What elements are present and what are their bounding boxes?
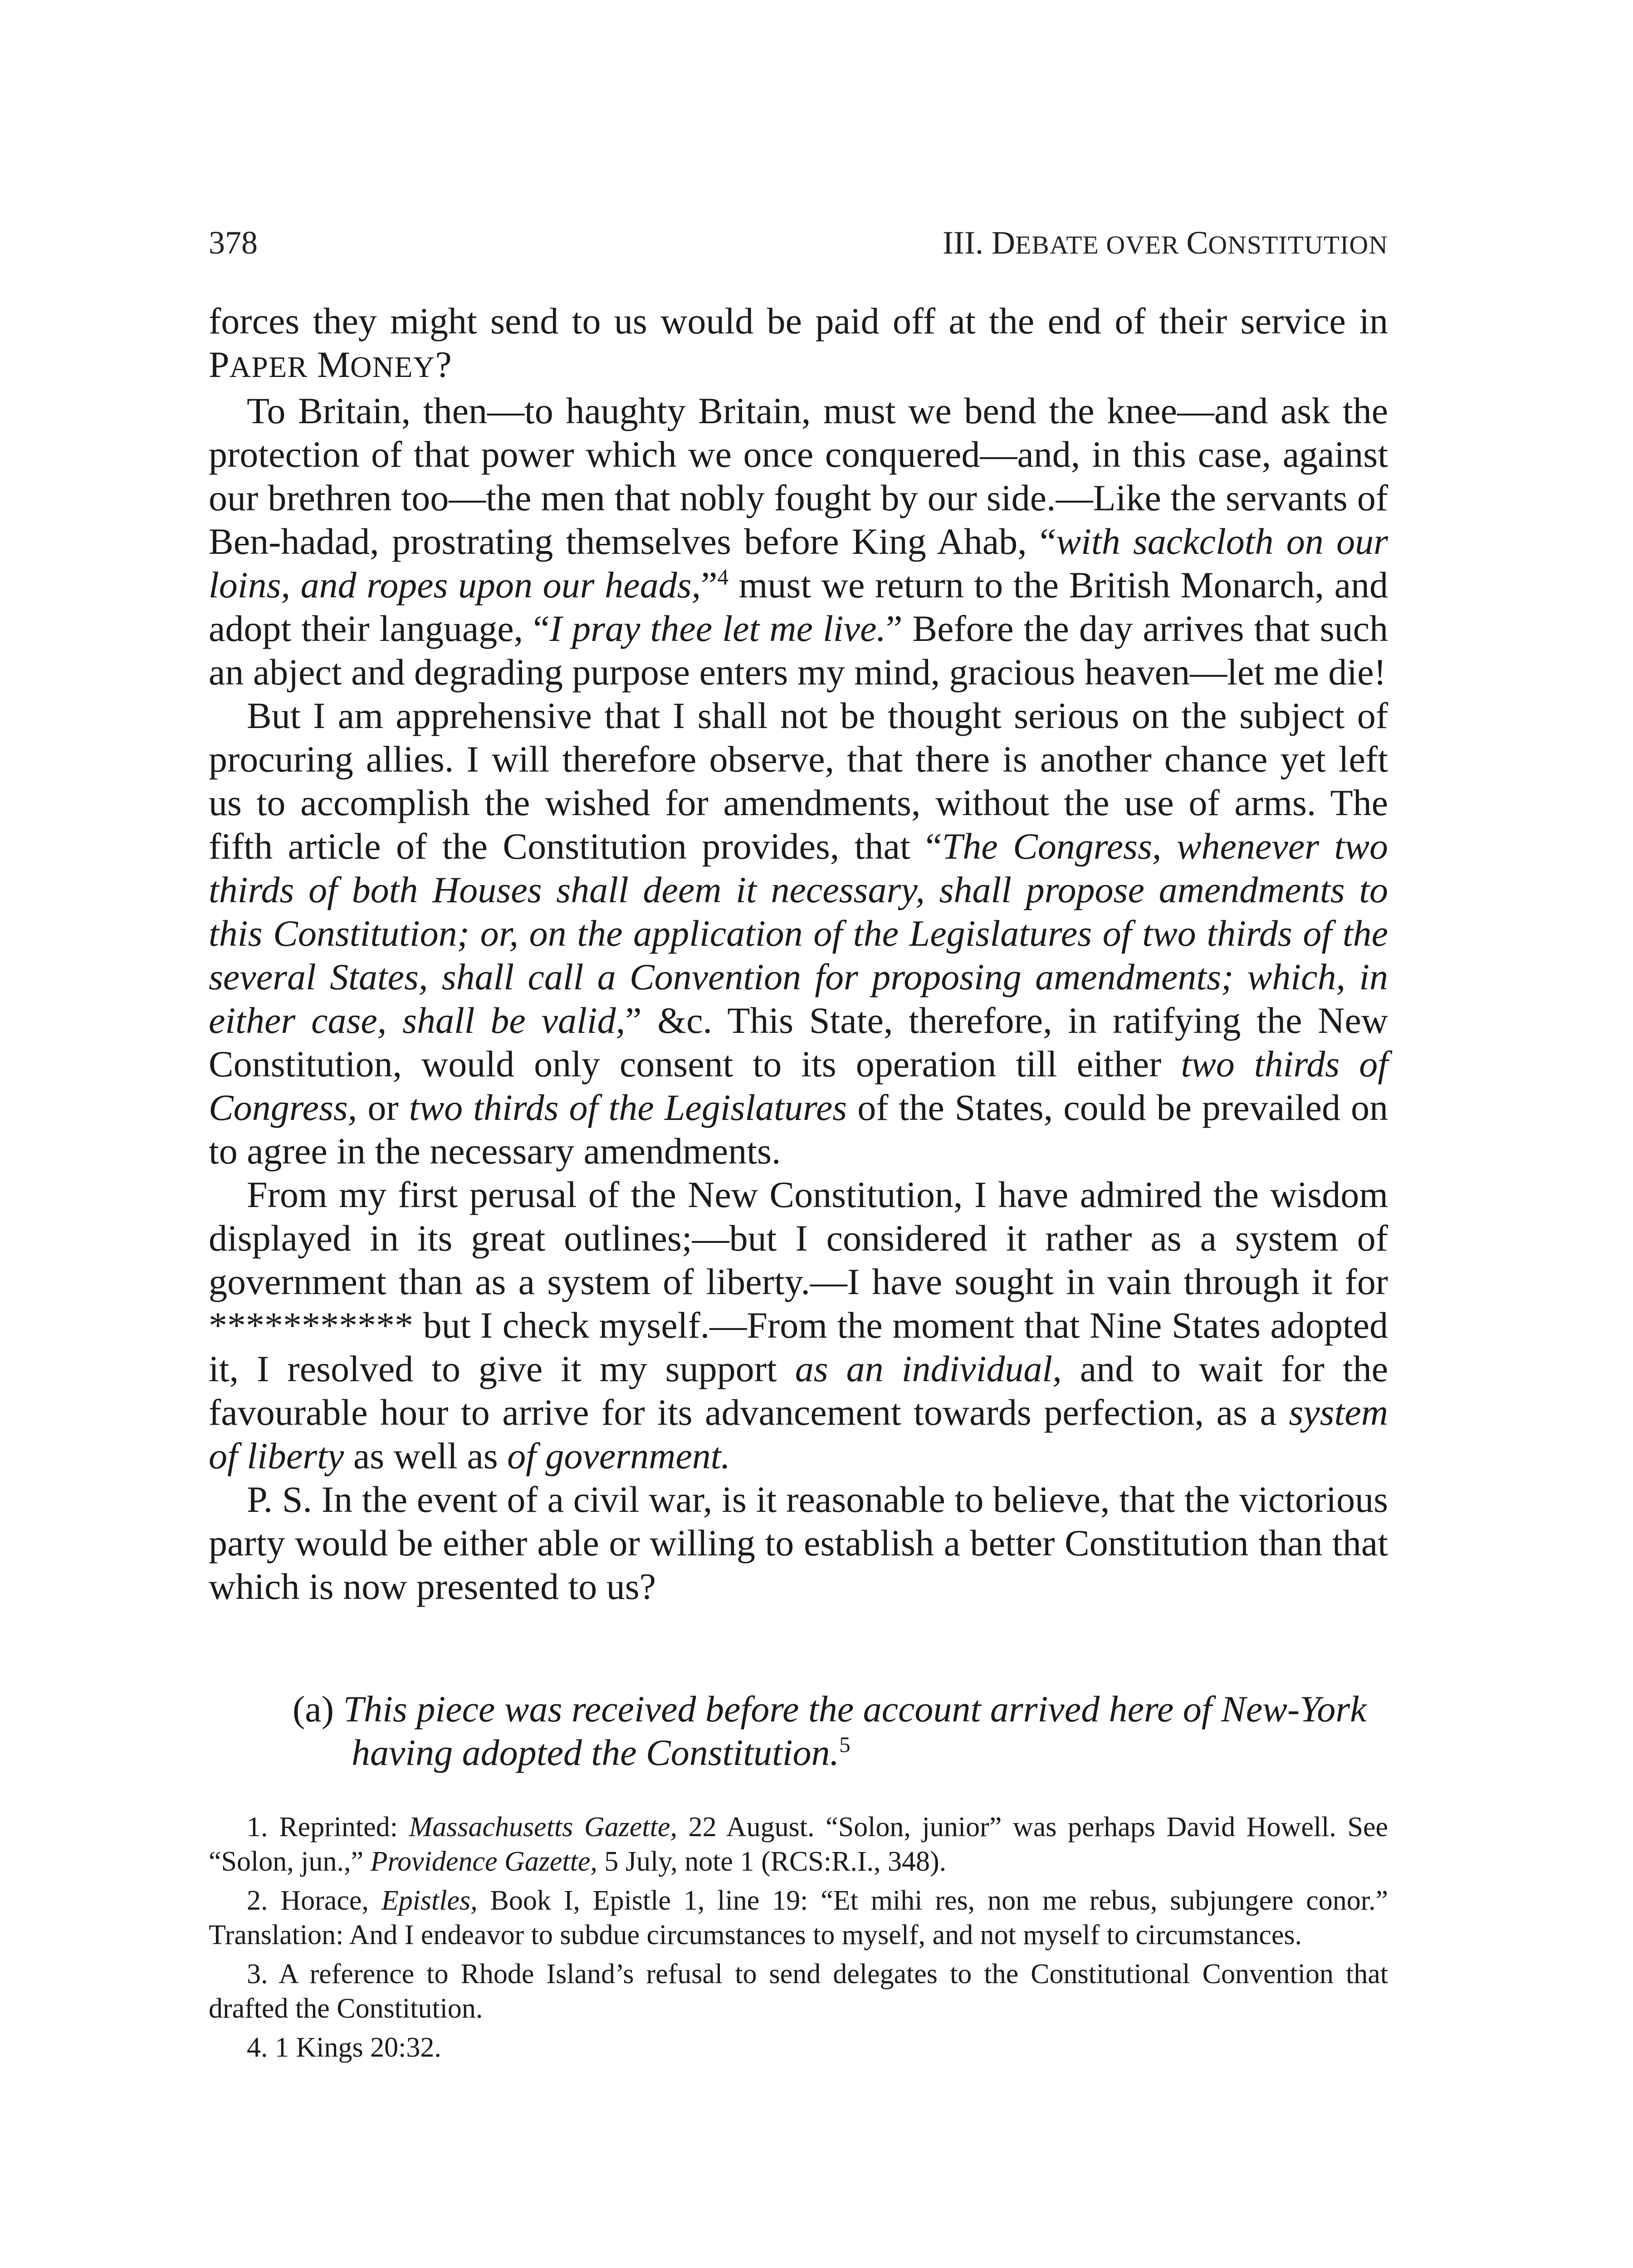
paragraph-4: From my first perusal of the New Constitution, I have admired the wisdom displayed in its great outlines;—but I considered it rather as a system of government than as a system of liberty.—I have sought in vain through it for *********** but I check myself.—From the moment that Nine States adopted it, I resolved to give it my support as an individual, and to wait for the favourable hour to arrive for its advancement towards perfection, as a system of liberty as well as of government. <box>209 1174 1388 1476</box>
footnote-ref-4: 4 <box>717 564 728 590</box>
page-number: 378 <box>209 225 258 261</box>
footnote-4: 4. 1 Kings 20:32. <box>247 2032 441 2063</box>
paragraph-3: But I am apprehensive that I shall not be thought serious on the subject of procuring allies. I will therefore observe, that there is another chance yet left us to accomplish the wished for amendments, without the use of arms. The fifth article of the Constitution provides, that “The Congress, whenever two thirds of both Houses shall deem it necessary, shall propose amendments to this Constitution; or, on the application of the Legislatures of two thirds of the several States, shall call a Convention for proposing amendments; which, in either case, shall be valid,” &c. This State, therefore, in ratifying the New Constitution, would only consent to its operation till either two thirds of Congress, or two thirds of the Legislatures of the States, could be prevailed on to agree in the necessary amendments. <box>209 695 1389 1172</box>
running-head: III. DEBATE OVER CONSTITUTION <box>943 225 1388 261</box>
footnote-ref-5: 5 <box>839 1732 851 1757</box>
editorial-note-a: (a) This piece was received before the account arrived here of New-York having adopted the Constitution.$^5$ <box>293 1688 1367 1773</box>
footnote-2: 2. Horace, Epistles, Book I, Epistle 1, line 19: “Et mihi res, non me rebus, subjungere conor.” Translation: And I endeavor to subdue circumstances to myself, and not myself to circumstances. <box>209 1885 1388 1950</box>
paragraph-5: P. S. In the event of a civil war, is it reasonable to believe, that the victorious party would be either able or willing to establish a better Constitution than that which is now presented to us? <box>209 1479 1388 1607</box>
footnotes <box>209 1810 1388 2069</box>
footnote-1: 1. Reprinted: Massachusetts Gazette, 22 August. “Solon, junior” was perhaps David Howell. See “Solon, jun.,” Providence Gazette, 5 July, note 1 (RCS:R.I., 348). <box>209 1812 1389 1877</box>
footnote-3: 3. A reference to Rhode Island’s refusal to send delegates to the Constitutional Convention that drafted the Constitution. <box>209 1959 1388 2024</box>
body-text <box>209 299 1388 1608</box>
paragraph-2: To Britain, then—to haughty Britain, must we bend the knee—and ask the protection of that power which we once conquered—and, in this case, against our brethren too—the men that nobly fought by our side.—Like the servants of Ben-hadad, prostrating themselves before King Ahab, “with sackcloth on our loins, and ropes upon our heads,”$^4$ must we return to the British Monarch, and adopt their language, “I pray thee let me live.” Before the day arrives that such an abject and degrading purpose enters my mind, gracious heaven—let me die! <box>209 390 1389 693</box>
paragraph-1: forces they might send to us would be paid off at the end of their service in PAPER MONEY? <box>209 300 1388 385</box>
